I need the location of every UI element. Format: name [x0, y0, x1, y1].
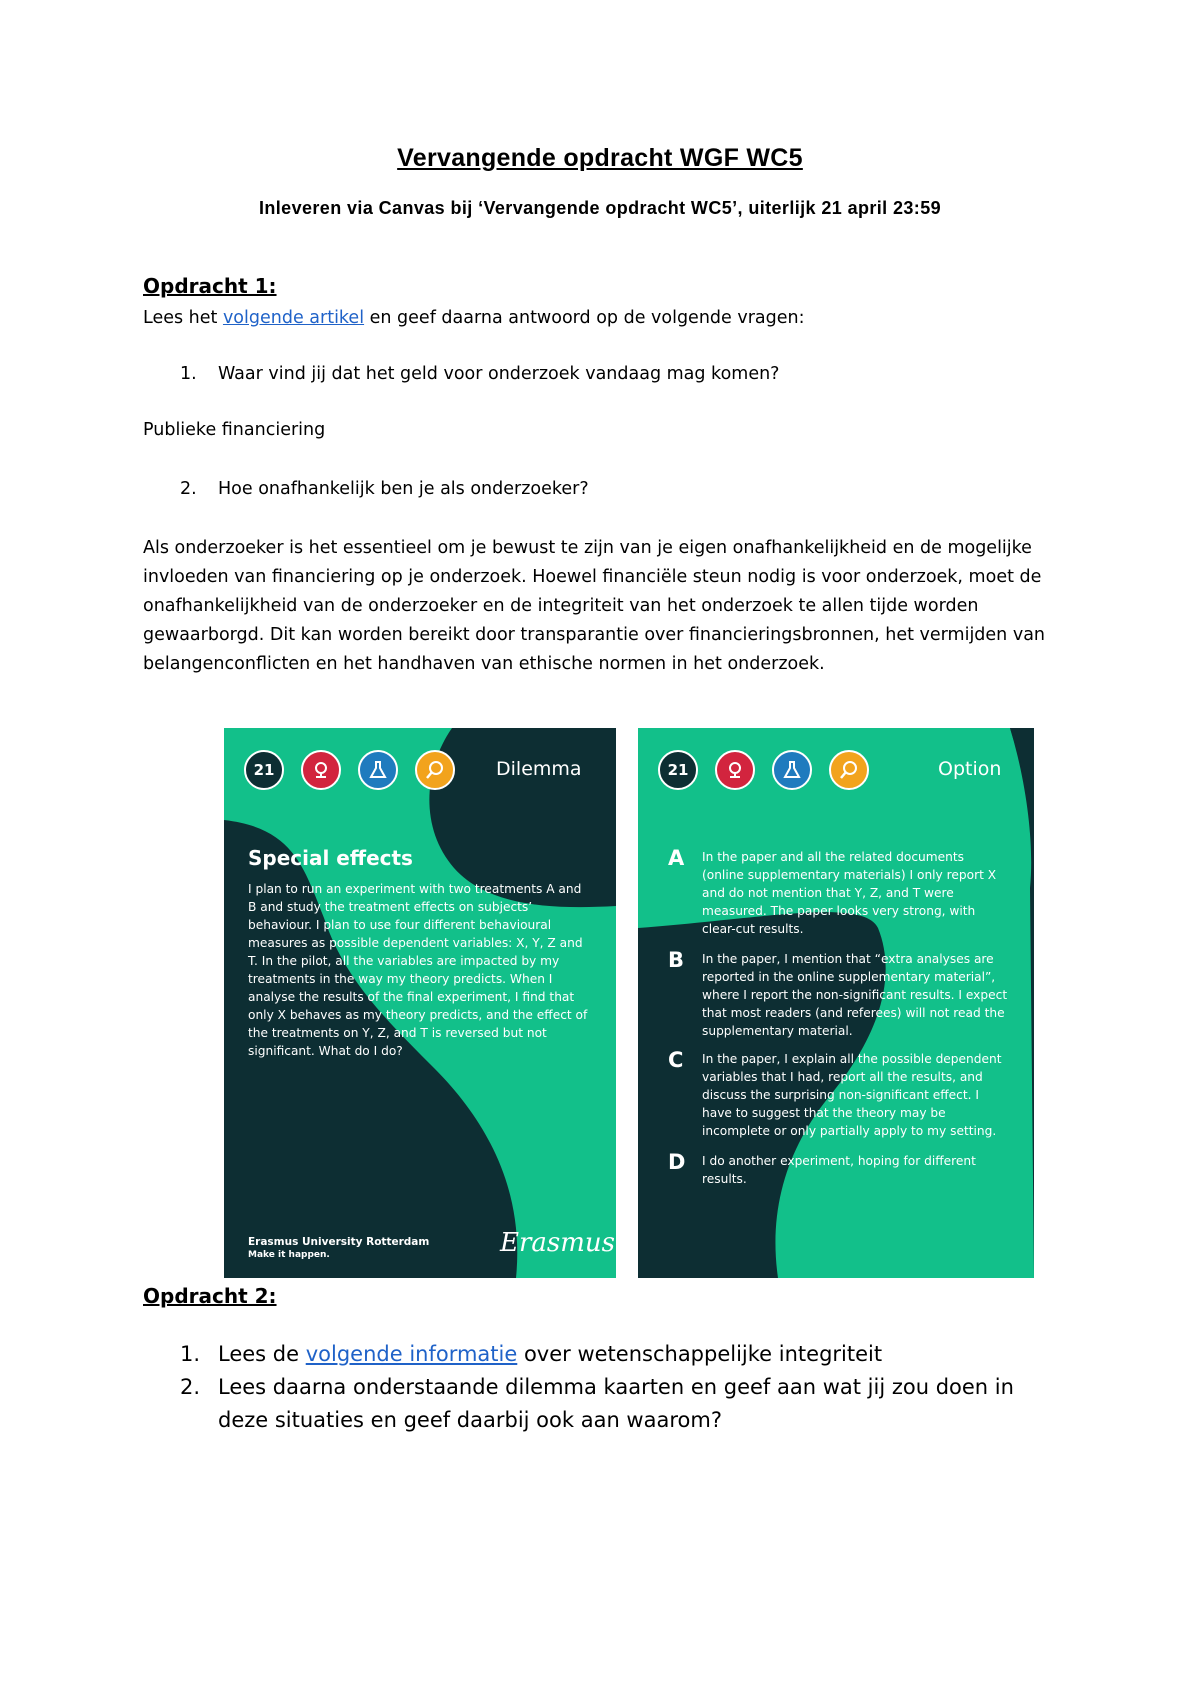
dilemma-card [224, 728, 616, 1278]
item-1-number: 1. [180, 1342, 201, 1366]
dilemma-text: I plan to run an experiment with two treatments A and B and study the treatment effects on subjects’ behaviour. I plan to use four different behavioural measures as possible dependent variables: X, Y, Z and T. In the pilot, all the variables are impacted by my treatments in the way my theory predicts. When I analyse the results of the final experiment, I find that only X behaves as my theory predicts, and the effect of the treatments on Y, Z, and T is reversed but not significant. What do I do? [248, 882, 588, 1058]
question-1-text: Waar vind jij dat het geld voor onderzoek vandaag mag komen? [218, 364, 780, 384]
erasmus-signature-logo: Erasmus [500, 1228, 615, 1258]
answer-2: Als onderzoeker is het essentieel om je bewust te zijn van je eigen onafhankelijkheid en de mogelijke invloeden van financiering op je onderzoek. Hoewel financiële steun nodig is voor onderzoek, moet de onafhankelijkheid van de onderzoeker en de integriteit van het onderzoek te allen tijde worden gewaarborgd. Dit kan worden bereikt door transparantie over financieringsbronnen, het vermijden van belangenconflicten en het handhaven van ethische normen in het onderzoek. [143, 538, 1046, 674]
magnifier-icon [829, 750, 869, 790]
option-text: In the paper and all the related documents (online supplementary materials) I only report X and do not mention that Y, Z, and T were measured. The paper looks very strong, with clear-cut results. [702, 850, 997, 936]
option-text: I do another experiment, hoping for different results. [702, 1154, 976, 1186]
information-link[interactable]: volgende informatie [305, 1342, 518, 1366]
intro-text-after: en geef daarna antwoord op de volgende vragen: [364, 308, 805, 328]
opdracht2-item-1 [180, 1338, 1058, 1371]
card-number-badge: 21 [658, 750, 698, 790]
item-1-text [218, 1338, 1058, 1371]
flask-icon [358, 750, 398, 790]
card-type-label: Option [938, 758, 1002, 780]
question-1 [180, 364, 779, 384]
document-subtitle: Inleveren via Canvas bij ‘Vervangende opdracht WC5’, uiterlijk 21 april 23:59 [258, 198, 942, 218]
option-letter: A [668, 846, 685, 870]
card-type-label: Dilemma [496, 758, 582, 780]
option-a [668, 848, 1008, 938]
item-2-text: Lees daarna onderstaande dilemma kaarten en geef aan wat jij zou doen in deze situaties en geef daarbij ook aan waarom? [218, 1375, 1014, 1432]
question-1-number: 1. [180, 364, 197, 384]
question-2-text: Hoe onafhankelijk ben je als onderzoeker? [218, 479, 589, 499]
document-title: Vervangende opdracht WGF WC5 [397, 144, 803, 172]
question-2 [180, 479, 589, 499]
answer-1: Publieke financiering [143, 420, 326, 440]
opdracht2-heading: Opdracht 2: [143, 1284, 277, 1308]
university-name: Erasmus University Rotterdam [248, 1236, 430, 1248]
article-link[interactable]: volgende artikel [222, 308, 365, 328]
option-text: In the paper, I mention that “extra analyses are reported in the online supplementary material”, where I report the non-significant results. I expect that most readers (and referees) will not read the supplementary material. [702, 952, 1008, 1038]
option-b [668, 950, 1008, 1040]
option-letter: D [668, 1150, 686, 1174]
magnifier-icon [415, 750, 455, 790]
opdracht2-item-2 [180, 1371, 1058, 1437]
microscope-icon [715, 750, 755, 790]
option-text: In the paper, I explain all the possible dependent variables that I had, report all the results, and discuss the surprising non-significant effect. I have to suggest that the theory may be incomplete or only partially apply to my setting. [702, 1052, 1002, 1138]
option-c [668, 1050, 1008, 1140]
flask-icon [772, 750, 812, 790]
microscope-icon [301, 750, 341, 790]
question-2-number: 2. [180, 479, 197, 499]
item-1-text-after: over wetenschappelijke integriteit [517, 1342, 883, 1366]
option-d [668, 1152, 1008, 1188]
item-1-text-before: Lees de [218, 1342, 306, 1366]
intro-text-before: Lees het [143, 308, 223, 328]
option-letter: B [668, 948, 685, 972]
option-letter: C [668, 1048, 684, 1072]
university-tagline: Make it happen. [248, 1250, 330, 1260]
card-number-badge: 21 [244, 750, 284, 790]
opdracht1-intro [143, 304, 1063, 333]
item-2-number: 2. [180, 1375, 201, 1399]
dilemma-title: Special effects [248, 846, 413, 870]
opdracht1-heading: Opdracht 1: [143, 274, 277, 298]
option-card [638, 728, 1034, 1278]
